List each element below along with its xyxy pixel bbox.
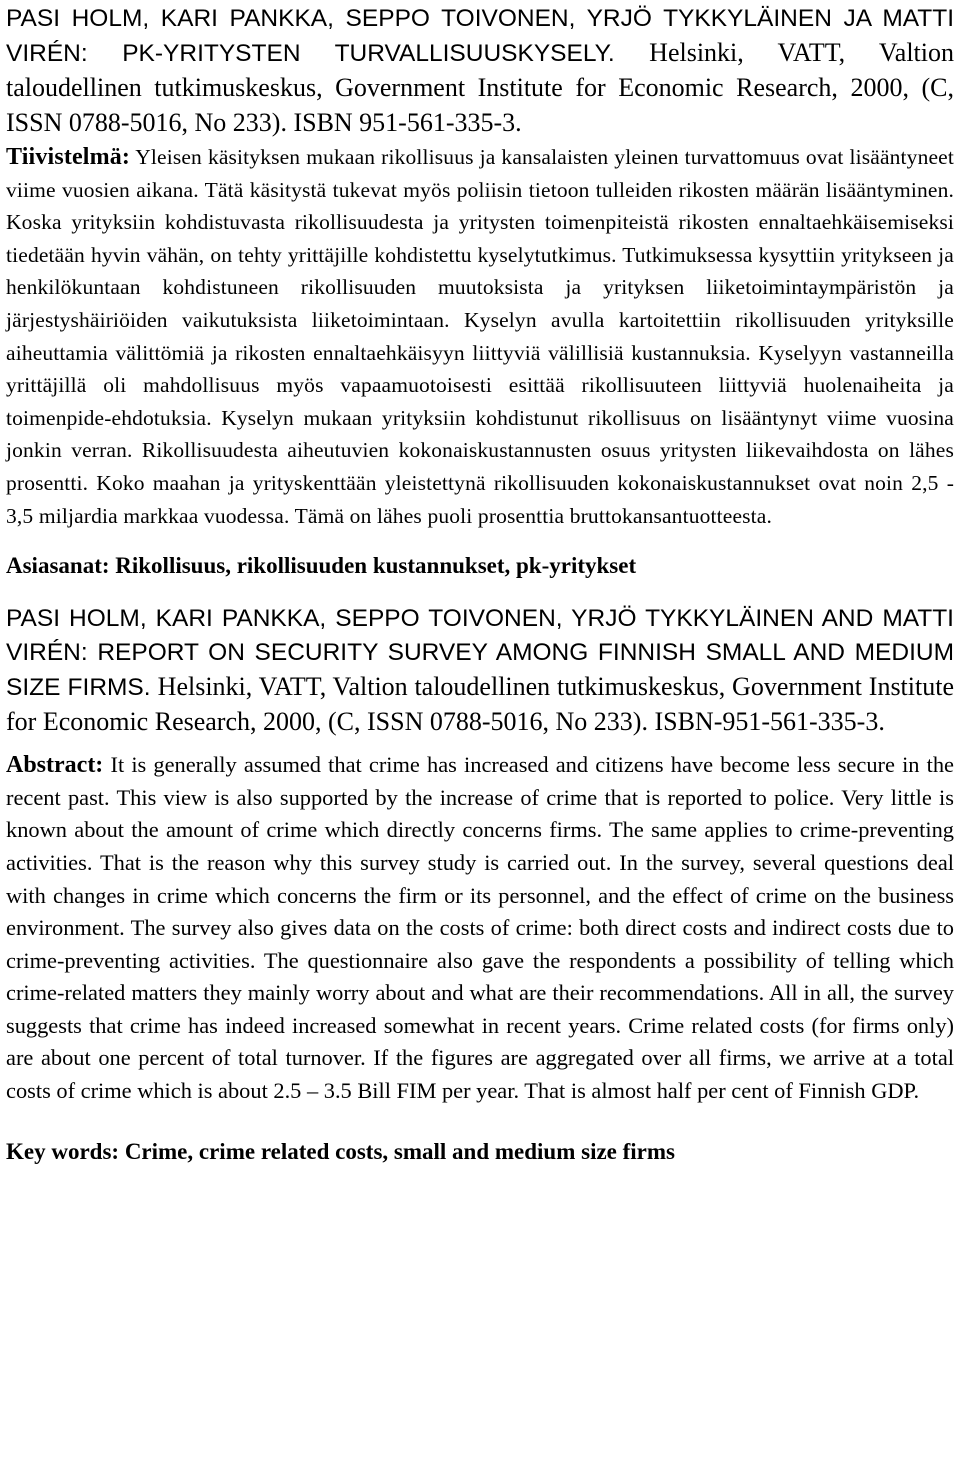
finnish-citation-details: Helsinki, VATT, Valtion taloudellinen tutkimuskeskus, Government Institute for Economic Research, 2000, (C, ISSN 0788-5016, No 233). ISBN 951-561-335-3. [6,38,954,137]
english-citation [6,602,954,740]
english-abstract-label: Abstract: [6,752,104,779]
document-page [6,0,954,1168]
finnish-citation-authors: PASI HOLM, KARI PANKKA, SEPPO TOIVONEN, YRJÖ TYKKYLÄINEN JA MATTI VIRÉN: PK-YRITYSTEN TURVALLISUUSKYSELY. [6,5,954,67]
finnish-keywords: Asiasanat: Rikollisuus, rikollisuuden kustannukset, pk-yritykset [6,553,637,579]
finnish-abstract [6,141,954,532]
english-abstract [6,749,954,1108]
finnish-abstract-text: Yleisen käsityksen mukaan rikollisuus ja kansalaisten yleinen turvattomuus ovat lisääntyneet viime vuosien aikana. Tätä käsitystä tukevat myös poliisin tietoon tulleiden rikosten määrän lisääntyminen. Koska yrityksiin kohdistuvasta rikollisuudesta ja yritysten toimenpiteistä rikosten ennaltaehkäisemiseksi tiedetään hyvin vähän, on tehty yrittäjille kohdistettu kyselytutkimus. Tutkimuksessa kysyttiin yritykseen ja henkilökuntaan kohdistuneen rikollisuuden muutoksista ja yrityksen liiketoimintaympäristön ja järjestyshäiriöiden vaikutuksista liiketoimintaan. Kyselyn avulla kartoitettiin rikollisuuden yrityksille aiheuttamia välittömiä ja rikosten ennaltaehkäisyyn liittyviä välillisiä kustannuksia. Kyselyyn vastanneilla yrittäjillä oli mahdollisuus myös vapaamuotoisesti esittää rikollisuuteen liittyviä huolenaiheita ja toimenpide-ehdotuksia. Kyselyn mukaan yrityksiin kohdistunut rikollisuus on lisääntynyt viime vuosina jonkin verran. Rikollisuudesta aiheutuvien kokonaiskustannusten osuus yritysten liikevaihdosta on lähes prosentti. Koko maahan ja yrityskenttään yleistettynä rikollisuuden kokonaiskustannukset ovat noin 2,5 - 3,5 miljardia markkaa vuodessa. Tämä on lähes puoli prosenttia bruttokansantuotteesta. [6,145,954,528]
finnish-citation [6,2,954,141]
english-abstract-text: It is generally assumed that crime has increased and citizens have become less secure in the recent past. This view is also supported by the increase of crime that is reported to police. Very little is known about the amount of crime which directly concerns firms. The same applies to crime-preventing activities. That is the reason why this survey study is carried out. In the survey, several questions deal with changes in crime which concerns the firm or its personnel, and the effect of crime on the business environment. The survey also gives data on the costs of crime: both direct costs and indirect costs due to crime-preventing activities. The questionnaire also gave the respondents a possibility of telling which crime-related matters they mainly worry about and what are their recommendations. All in all, the survey suggests that crime has indeed increased somewhat in recent years. Crime related costs (for firms only) are about one percent of total turnover. If the figures are aggregated over all firms, we arrive at a total costs of crime which is about 2.5 – 3.5 Bill FIM per year. That is almost half per cent of Finnish GDP. [6,752,954,1104]
finnish-abstract-label: Tiivistelmä: [6,144,131,170]
english-keywords: Key words: Crime, crime related costs, small and medium size firms [6,1138,675,1164]
english-citation-details: Helsinki, VATT, Valtion taloudellinen tutkimuskeskus, Government Institute for Economic Research, 2000, (C, ISSN 0788-5016, No 233). ISBN-951-561-335-3. [6,672,954,737]
english-citation-authors: PASI HOLM, KARI PANKKA, SEPPO TOIVONEN, YRJÖ TYKKYLÄINEN AND MATTI VIRÉN: REPORT ON SECURITY SURVEY AMONG FINNISH SMALL AND MEDIUM SIZE FIRMS. [6,605,954,702]
